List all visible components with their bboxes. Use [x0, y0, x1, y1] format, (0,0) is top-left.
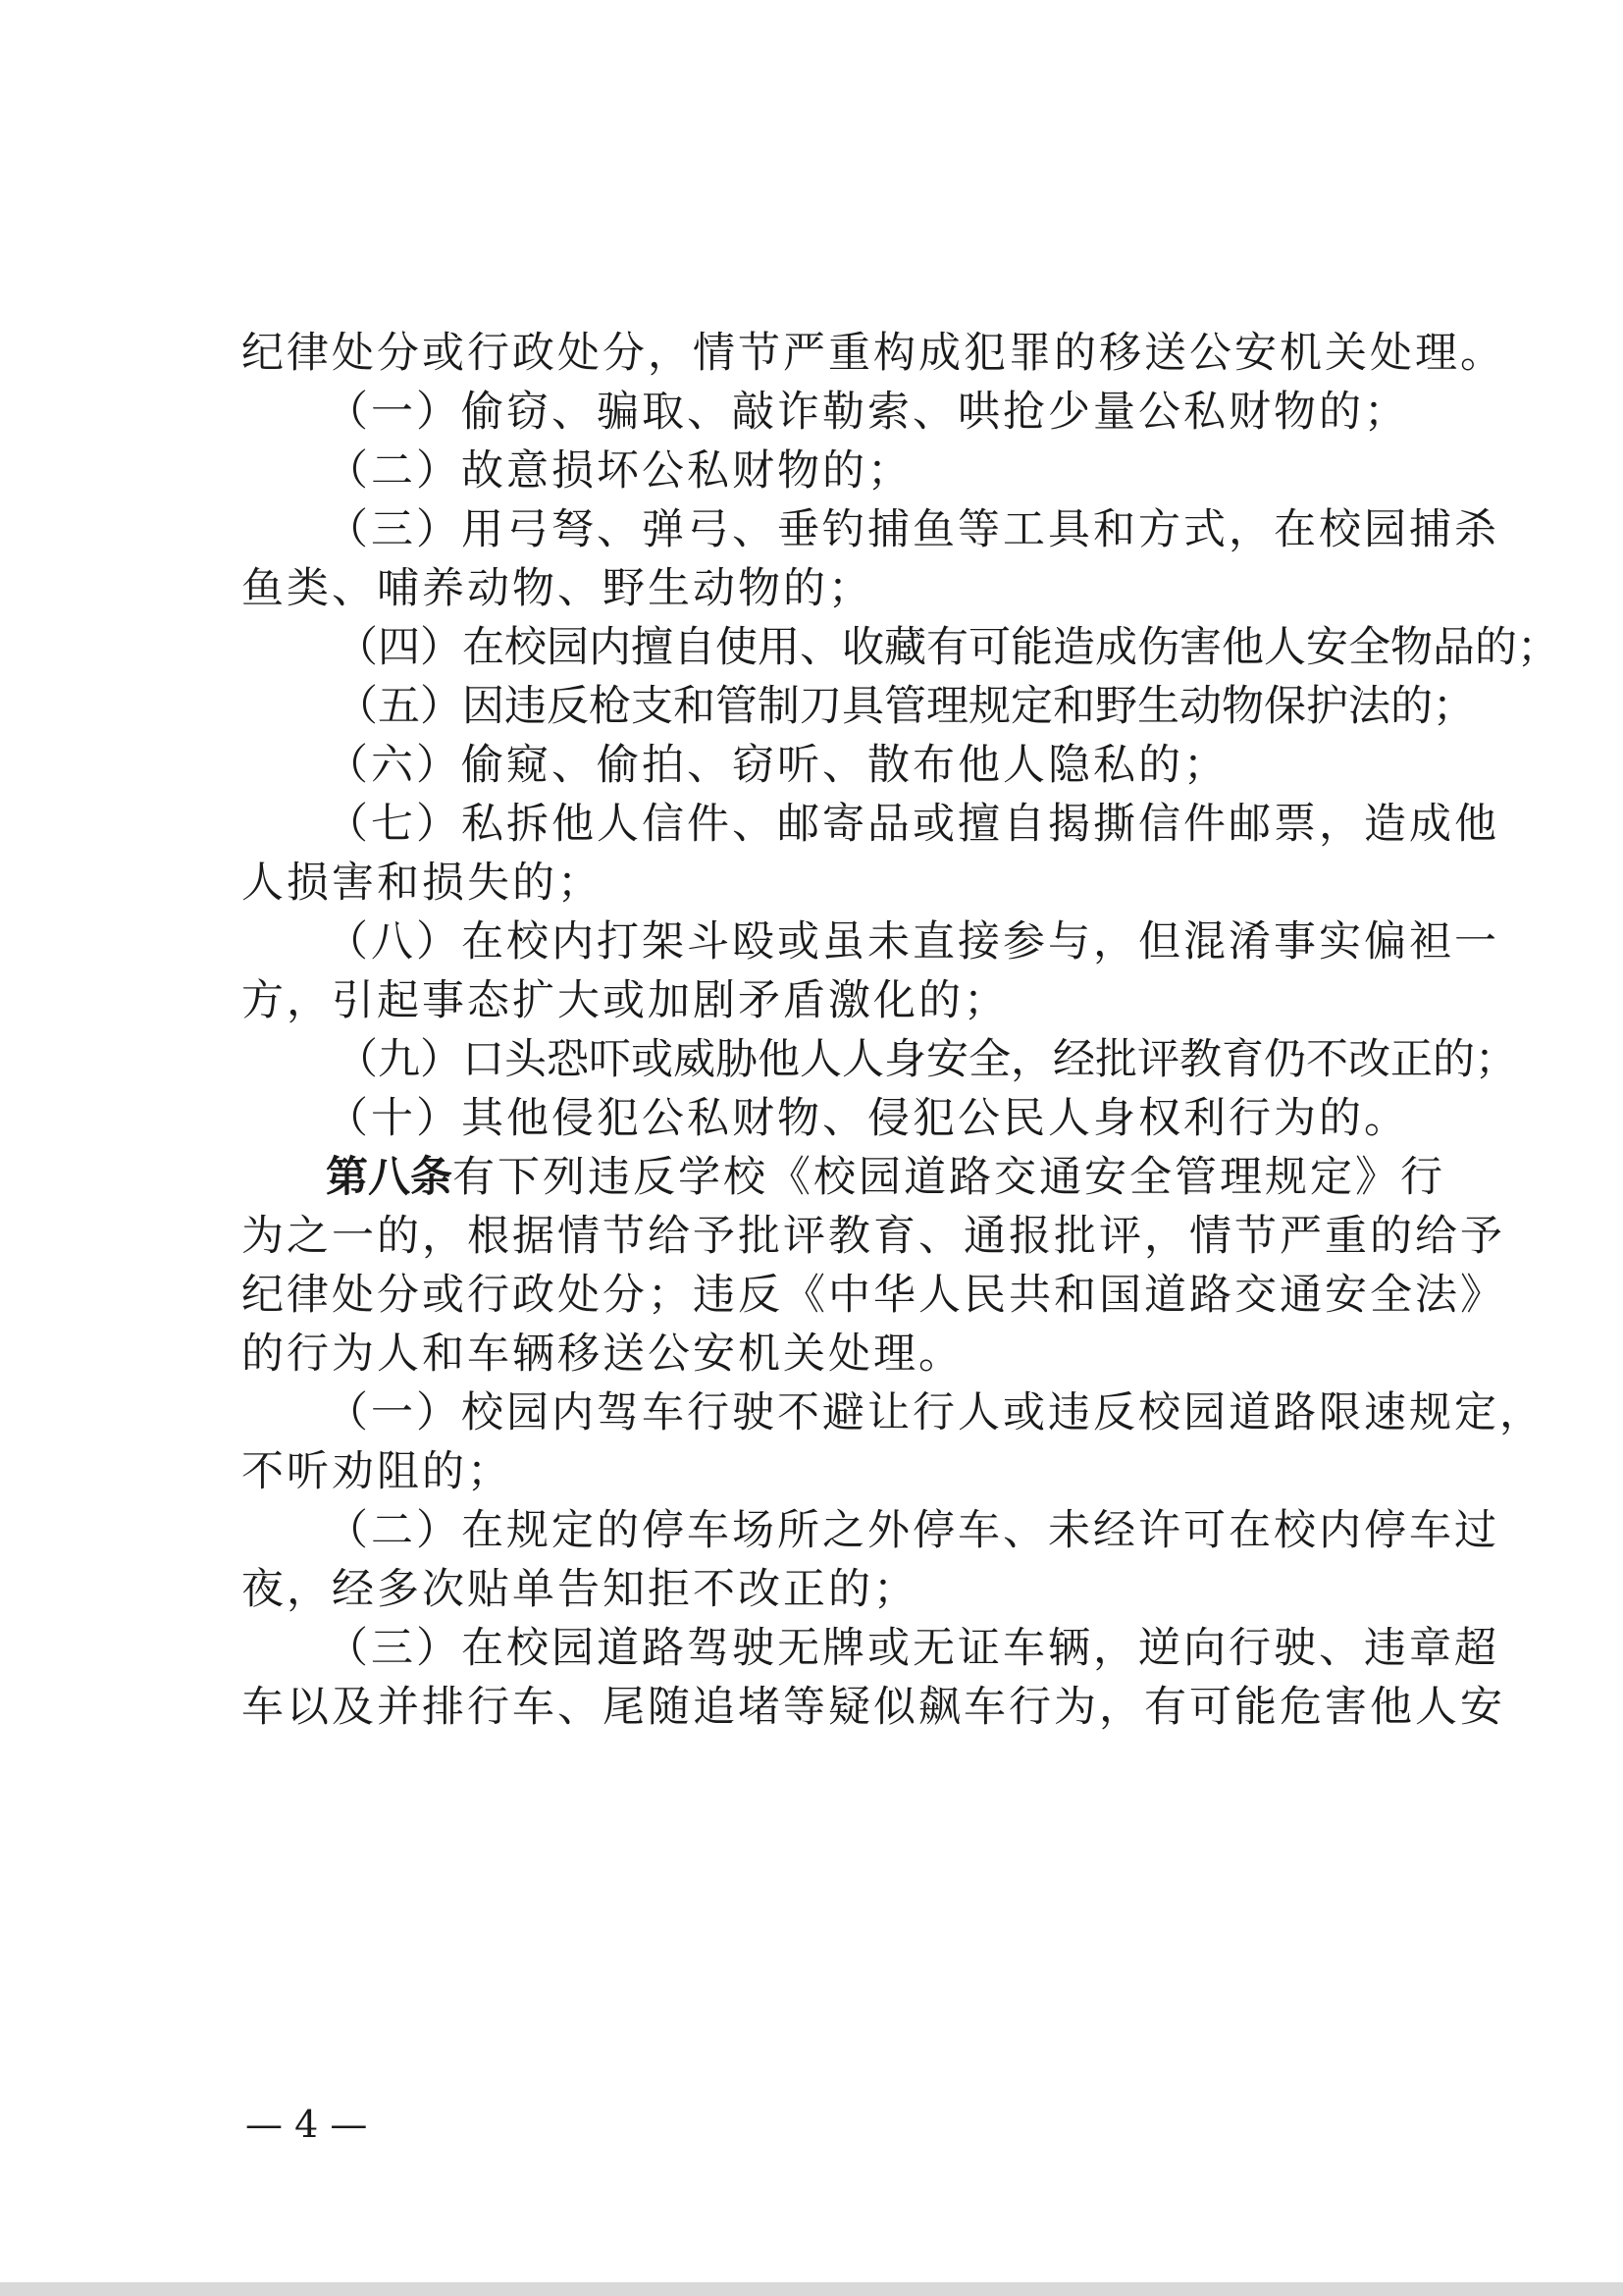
article-8-heading-line	[241, 1148, 1445, 1207]
list-item-5: （五）因违反枪支和管制刀具管理规定和野生动物保护法的；	[336, 682, 1475, 731]
list-item-8: （八）在校内打架斗殴或虽未直接参与，但混淆事实偏袒一	[326, 917, 1499, 966]
document-body	[241, 324, 1559, 1737]
list-item-6: （六）偷窥、偷拍、窃听、散布他人隐私的；	[326, 741, 1229, 790]
list-item-2: （二）故意损坏公私财物的；	[326, 446, 913, 496]
article-8-label: 第八条	[326, 1153, 452, 1202]
list-item-9: （九）口头恐吓或威胁他人人身安全，经批评教育仍不改正的；	[336, 1035, 1517, 1084]
article-8-line-4: 的行为人和车辆移送公安机关处理。	[241, 1330, 964, 1379]
list-item-7: （七）私拆他人信件、邮寄品或擅自揭撕信件邮票，造成他	[326, 800, 1499, 849]
article-8-item-2: （二）在规定的停车场所之外停车、未经许可在校内停车过	[326, 1506, 1499, 1555]
list-item-3-cont: 鱼类、哺养动物、野生动物的；	[241, 564, 873, 613]
article-8-item-2-cont: 夜，经多次贴单告知拒不改正的；	[241, 1565, 918, 1614]
article-8-item-3-cont: 车以及并排行车、尾随追堵等疑似飙车行为，有可能危害他人安	[241, 1683, 1505, 1732]
paragraph-line: 纪律处分或行政处分，情节严重构成犯罪的移送公安机关处理。	[241, 329, 1505, 378]
list-item-7-cont: 人损害和损失的；	[241, 859, 602, 908]
article-8-item-3: （三）在校园道路驾驶无牌或无证车辆，逆向行驶、违章超	[326, 1624, 1499, 1673]
list-item-3: （三）用弓弩、弹弓、垂钓捕鱼等工具和方式，在校园捕杀	[326, 505, 1499, 554]
article-8-item-1-cont: 不听劝阻的；	[241, 1447, 512, 1496]
article-8-item-1: （一）校园内驾车行驶不避让行人或违反校园道路限速规定，	[326, 1388, 1544, 1437]
list-item-4: （四）在校园内擅自使用、收藏有可能造成伤害他人安全物品的；	[336, 623, 1559, 672]
page-number: — 4 —	[245, 2103, 368, 2146]
article-8-line-3: 纪律处分或行政处分；违反《中华人民共和国道路交通安全法》	[241, 1271, 1505, 1320]
scan-bottom-edge	[0, 2282, 1623, 2296]
list-item-1: （一）偷窃、骗取、敲诈勒索、哄抢少量公私财物的；	[326, 388, 1409, 437]
list-item-10: （十）其他侵犯公私财物、侵犯公民人身权利行为的。	[326, 1094, 1409, 1143]
article-8-text: 有下列违反学校《校园道路交通安全管理规定》行	[452, 1153, 1445, 1202]
list-item-8-cont: 方，引起事态扩大或加剧矛盾激化的；	[241, 976, 1009, 1025]
article-8-line-2: 为之一的，根据情节给予批评教育、通报批评，情节严重的给予	[241, 1212, 1505, 1261]
